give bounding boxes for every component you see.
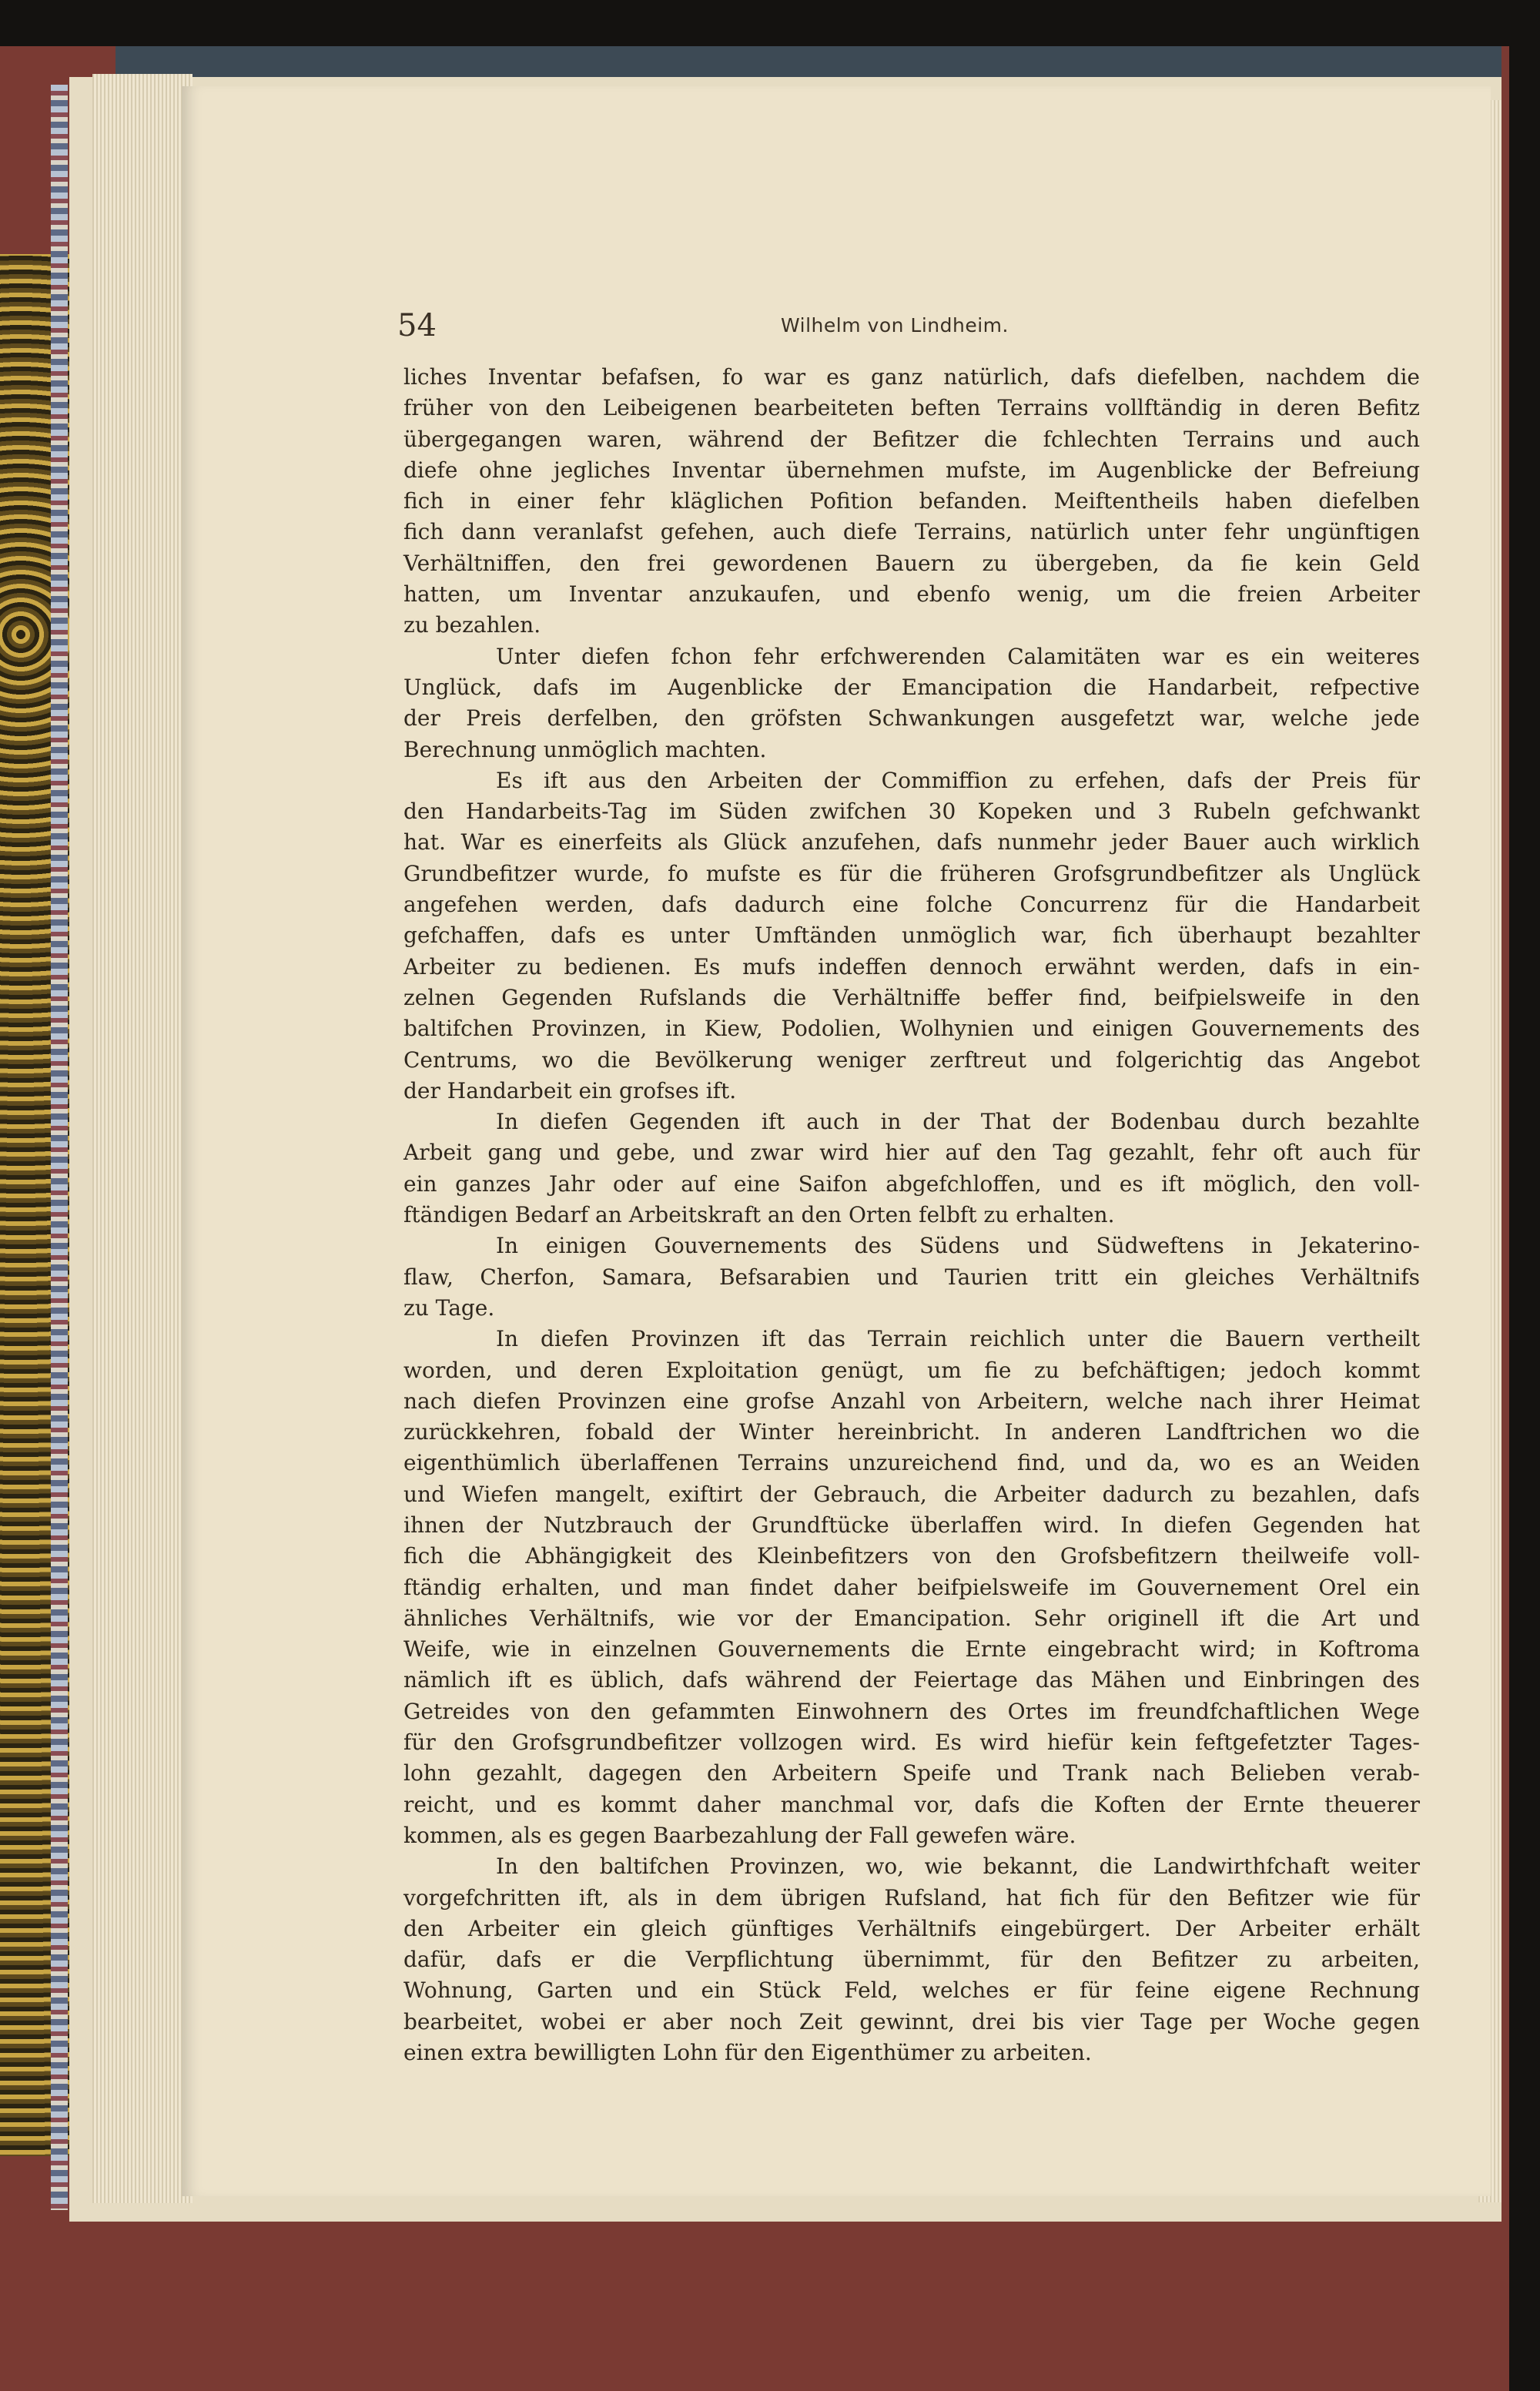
page-header [397,308,1429,354]
text-line: eigenthümlich überlaffenen Terrains unzureichend find, und da, wo es an Weiden [403,1450,1420,1476]
text-line: worden, und deren Exploitation genügt, um fie zu befchäftigen; jedoch kommt [403,1357,1420,1383]
text-line: angefehen werden, dafs dadurch eine folche Concurrenz für die Handarbeit [403,892,1420,918]
text-line: zurückkehren, fobald der Winter hereinbricht. In anderen Landftrichen wo die [403,1419,1420,1445]
text-line: den Arbeiter ein gleich günftiges Verhältnifs eingebürgert. Der Arbeiter erhält [403,1915,1420,1941]
text-line: ihnen der Nutzbrauch der Grundftücke überlaffen wird. In diefen Gegenden hat [403,1512,1420,1538]
text-line: kommen, als es gegen Baarbezahlung der Fall gewefen wäre. [403,1822,1076,1848]
text-line: nach diefen Provinzen eine grofse Anzahl von Arbeitern, welche nach ihrer Heimat [403,1388,1420,1414]
marbled-page-edge [51,85,68,2210]
text-line: Weife, wie in einzelnen Gouvernements die Ernte eingebracht wird; in Koftroma [403,1636,1420,1663]
text-line: bearbeitet, wobei er aber noch Zeit gewinnt, drei bis vier Tage per Woche gegen [403,2008,1420,2034]
text-line: reicht, und es kommt daher manchmal vor, dafs die Koften der Ernte theuerer [403,1791,1420,1817]
text-line: liches Inventar befafsen, fo war es ganz natürlich, dafs diefelben, nachdem die [403,364,1420,390]
text-line: hat. War es einerfeits als Glück anzufehen, dafs nunmehr jeder Bauer auch wirklich [403,829,1420,856]
text-line: Unglück, dafs im Augenblicke der Emancipation die Handarbeit, refpective [403,674,1420,700]
text-line: ähnliches Verhältnifs, wie vor der Emancipation. Sehr originell ift die Art und [403,1605,1420,1631]
text-line: Es ift aus den Arbeiten der Commiffion zu erfehen, dafs der Preis für [496,767,1420,793]
running-head: Wilhelm von Lindheim. [781,314,1009,337]
text-line: zelnen Gegenden Rufslands die Verhältniffe beffer find, beifpielsweife in den [403,984,1420,1010]
left-page-edges [92,74,192,2203]
page-number: 54 [397,308,437,343]
text-line: zu bezahlen. [403,612,541,638]
text-line: ftändigen Bedarf an Arbeitskraft an den Orten felbft zu erhalten. [403,1202,1115,1228]
text-line: Verhältniffen, den frei gewordenen Bauern zu übergeben, da fie kein Geld [403,550,1420,576]
text-line: baltifchen Provinzen, in Kiew, Podolien, Wolhynien und einigen Gouvernements des [403,1016,1420,1042]
text-line: ein ganzes Jahr oder auf eine Saifon abgefchloffen, und es ift möglich, den voll- [403,1170,1420,1197]
text-line: Arbeiter zu bedienen. Es mufs indeffen dennoch erwähnt werden, dafs in ein- [403,953,1420,980]
text-line: für den Grofsgrundbefitzer vollzogen wird. Es wird hiefür kein feftgefetzter Tages- [403,1730,1420,1756]
text-line: fich die Abhängigkeit des Kleinbefitzers von den Grofsbefitzern theilweife voll- [403,1543,1420,1569]
text-line: übergegangen waren, während der Befitzer die fchlechten Terrains und auch [403,426,1420,452]
text-line: In diefen Gegenden ift auch in der That der Bodenbau durch bezahlte [496,1109,1420,1135]
text-line: der Handarbeit ein grofses ift. [403,1077,737,1103]
text-line: den Handarbeits-Tag im Süden zwifchen 30 Kopeken und 3 Rubeln gefchwankt [403,799,1420,825]
text-line: ftändig erhalten, und man findet daher beifpielsweife im Gouvernement Orel ein [403,1574,1420,1600]
text-line: lohn gezahlt, dagegen den Arbeitern Speife und Trank nach Belieben verab- [403,1760,1420,1787]
text-line: Centrums, wo die Bevölkerung weniger zerftreut und folgerichtig das Angebot [403,1046,1420,1073]
text-line: vorgefchritten ift, als in dem übrigen Rufsland, hat fich für den Befitzer wie für [403,1884,1420,1910]
text-line: und Wiefen mangelt, exiftirt der Gebrauch, die Arbeiter dadurch zu bezahlen, dafs [403,1481,1420,1507]
text-line: In den baltifchen Provinzen, wo, wie bekannt, die Landwirthfchaft weiter [496,1854,1420,1880]
text-line: gefchaffen, dafs es unter Umftänden unmöglich war, fich überhaupt bezahlter [403,923,1420,949]
text-line: nämlich ift es üblich, dafs während der Feiertage das Mähen und Einbringen des [403,1667,1420,1693]
body-text [403,362,1420,2068]
text-line: Berechnung unmöglich machten. [403,736,767,762]
text-line: einen extra bewilligten Lohn für den Eigenthümer zu arbeiten. [403,2040,1092,2066]
text-line: diefe ohne jegliches Inventar übernehmen mufste, im Augenblicke der Befreiung [403,457,1420,483]
text-line: früher von den Leibeigenen bearbeiteten beften Terrains vollftändig in deren Befitz [403,395,1420,421]
text-line: In einigen Gouvernements des Südens und Südweftens in Jekaterino- [496,1233,1420,1259]
text-line: flaw, Cherfon, Samara, Befsarabien und Taurien tritt ein gleiches Verhältnifs [403,1264,1420,1290]
text-line: Grundbefitzer wurde, fo mufste es für die früheren Grofsgrundbefitzer als Unglück [403,860,1420,886]
text-line: dafür, dafs er die Verpflichtung übernimmt, für den Befitzer zu arbeiten, [403,1947,1420,1973]
text-line: Arbeit gang und gebe, und zwar wird hier auf den Tag gezahlt, fehr oft auch für [403,1140,1420,1166]
text-line: Wohnung, Garten und ein Stück Feld, welches er für feine eigene Rechnung [403,1977,1420,2004]
text-line: der Preis derfelben, den gröfsten Schwankungen ausgefetzt war, welche jede [403,705,1420,732]
text-line: fich in einer fehr kläglichen Pofition befanden. Meiftentheils haben diefelben [403,488,1420,514]
text-line: hatten, um Inventar anzukaufen, und ebenfo wenig, um die freien Arbeiter [403,581,1420,608]
text-line: zu Tage. [403,1294,495,1321]
text-line: Getreides von den gefammten Einwohnern des Ortes im freundfchaftlichen Wege [403,1698,1420,1724]
text-line: In diefen Provinzen ift das Terrain reichlich unter die Bauern vertheilt [496,1326,1420,1352]
text-line: Unter diefen fchon fehr erfchwerenden Calamitäten war es ein weiteres [496,643,1420,669]
text-line: fich dann veranlafst gefehen, auch diefe Terrains, natürlich unter fehr ungünftigen [403,519,1420,545]
